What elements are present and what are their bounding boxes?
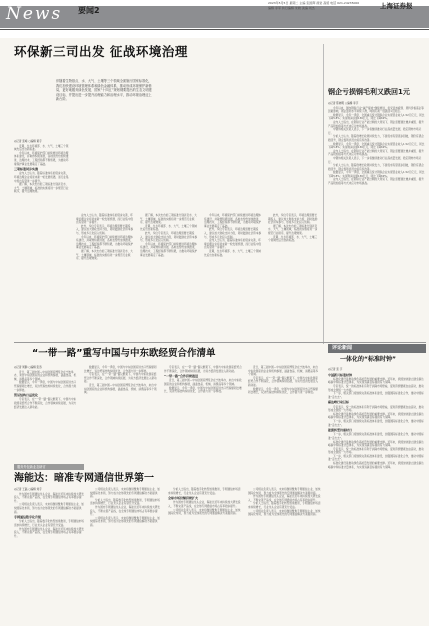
bottom-story-para: 分析人士指出，随着数字化转型加速推进，专网通信市场需求持续增长，行业龙头企业有望充分受益。 — [248, 502, 321, 509]
top-story-para: 近期，生态环境部、水、大气、土壤三个领域先后出台新标准。 — [14, 144, 69, 152]
top-story-para: 此外，多位专家表示，环境治理需要长期投入，建议加大财政支持力度，同时鼓励社会资本参与，形成多元化投入机制。 — [140, 231, 198, 243]
top-story-para: 近期，生态环境部、水、大气、土壤三个领域先后出台新标准。 — [268, 235, 318, 243]
middle-story-col2 — [84, 366, 158, 460]
top-story-lede-text: 伴随着生物基点、水、大气、土壤等三个领域全面施行国家标准化，我们加快建设环境管理体系和绿色金融体系，推动形成环境保护新格局，更好地服务绿色发展、国家“十四五”规划纲要提出的生态文明建设目标，并提出进一步提升治理能力和治理水平，推动环境治理迈上新台阶。 — [56, 79, 152, 102]
top-story-para: 今年以来，环境保护部门持续推进环境治理体系建设，并取得积极进展，各地也纷纷加快推进，治理技术、工程经验都不断积累，为推动环境保护事业发展奠定了基础。 — [140, 242, 198, 257]
middle-story-para: 数据显示，今年一季度，中国与中东欧国家进出口贸易额同比增长，双边贸易结构持续优化，合作潜力进一步释放。 — [164, 386, 242, 394]
middle-story-byline: ◎记者 周静 ○编辑 张涛 — [14, 366, 42, 369]
middle-story-headline: “一带一路”重写中国与中东欧经贸合作清单 — [32, 348, 216, 359]
bottom-story-para: 公司相关负责人表示，未来将继续聚焦专网通信主业，加快国际化布局，努力成为全球领先的专网通信解决方案提供商。 — [90, 516, 160, 527]
boxed-column-para: 标准化建设是推动绿色高质量发展的重要支撑。近年来，我国加快建立健全碳达峰碳中和标准计量体系，为实现双碳目标提供有力保障。 — [328, 462, 424, 469]
top-story-para: 据了解，本次出台的三项标准分别涉及水、大气、土壤领域，标准的实施将进一步规范行业秩序，提升治理效果。 — [140, 214, 197, 225]
top-story-para: 今年以来，环境保护部门持续推进环境治理体系建设，并取得积极进展，各地也纷纷加快推进，治理技术、工程经验都不断积累，为推动环境保护事业发展奠定了基础。 — [204, 214, 262, 228]
column-rule — [323, 44, 324, 344]
bottom-story-headline: 海能达：暗准专网通信世界第一 — [14, 473, 154, 484]
section-label: 要闻 — [78, 6, 94, 15]
boxed-column-subhead: 中国新兴标准时钟 — [328, 372, 353, 377]
middle-story-col1 — [14, 366, 78, 460]
boxed-column-headline: 一体化的“标准时钟” — [340, 356, 396, 363]
editor-info: 编辑 李军 执行编辑 朱晓 美编 刘杰 — [268, 6, 315, 10]
boxed-column-para: 下一步，相关部门将继续完善标准体系建设，加强国际标准化合作，推动中国标准“走出去”。 — [328, 392, 424, 399]
bottom-story-para: 作为国内专网通信龙头企业，海能达近年来持续加大研发投入，不断完善产品线，在全球专网通信市场占有率稳步提升。 — [90, 505, 160, 517]
bottom-story-subhead: 全球市场份额持续扩大 — [168, 496, 199, 501]
boxed-column-para: 标准化建设是推动绿色高质量发展的重要支撑。近年来，我国加快建立健全碳达峰碳中和标准计量体系，为实现双碳目标提供有力保障。 — [328, 440, 424, 448]
middle-story-para: 专家表示，在“一带一路”倡议框架下，中国与中东欧国家经贸合作不断深化，合作领域持续拓展，为双方经济发展注入新动能。 — [14, 398, 77, 409]
right-story-para: 数据显示，今年一季度，全国重点统计钢铁企业实现营业收入1.52万亿元，同比下降5.8%；实现利润总额136亿元，同比下降69%。 — [328, 171, 425, 178]
middle-story-para: 近日，第三届中国—中东欧国家博览会在宁波举办，来自中东欧国家的企业和机构参展，涵盖食品、机械、消费品等多个领域。 — [14, 370, 77, 381]
bottom-story-para: 作为国内专网通信龙头企业，海能达近年来持续加大研发投入，不断完善产品线，在全球专网通信市场占有率稳步提升。 — [14, 527, 84, 538]
top-story-para: 此外，多位专家表示，环境治理需要长期投入，建议加大财政支持力度，同时鼓励社会资本参与，形成多元化投入机制。 — [268, 214, 318, 225]
bottom-story-col1 — [14, 488, 84, 620]
right-story-para: 数据显示，今年一季度，全国重点统计钢铁企业实现营业收入1.52万亿元，同比下降5.8%；实现利润总额136亿元，同比下降69%。 — [328, 142, 425, 150]
right-story-body — [328, 102, 426, 342]
boxed-column-para: 专家表示，统一的标准体系有利于消除市场壁垒，促进资源要素自由流动，推动形成全国统一大市场。 — [328, 405, 424, 413]
bottom-story-para: 分析人士指出，随着数字化转型加速推进，专网通信市场需求持续增长，行业龙头企业有望充分受益。 — [90, 498, 160, 506]
top-story-para: 此外，多位专家表示，环境治理需要长期投入，建议加大财政支持力度，同时鼓励社会资本参与，形成多元化投入机制。 — [76, 224, 134, 235]
top-story-byline: ◎记者 张峰 ○编辑 黄宇 — [14, 140, 42, 143]
middle-story-subhead: 贸易结构日益优化 — [14, 393, 39, 398]
middle-story-para: 数据显示，今年一季度，中国与中东欧国家进出口贸易额同比增长，双边贸易结构持续优化，合作潜力进一步释放。 — [84, 366, 157, 373]
top-story-para: 今年以来，环境保护部门持续推进环境治理体系建设，并取得积极进展，各地也纷纷加快推进，治理技术、工程经验都不断积累，为推动环境保护事业发展奠定了基础。 — [14, 151, 69, 166]
paper-name: 上海证券报 — [380, 2, 413, 10]
middle-story-para: 数据显示，今年一季度，中国与中东欧国家进出口贸易额同比增长，双边贸易结构持续优化，合作潜力进一步释放。 — [14, 381, 77, 392]
boxed-column-para: 专家表示，统一的标准体系有利于消除市场壁垒，促进资源要素自由流动，推动形成全国统一大市场。 — [328, 384, 424, 392]
bottom-story-col4 — [248, 488, 322, 620]
boxed-column-label: 评论新闻 — [332, 345, 353, 351]
right-story-para: 数据显示，今年一季度，全国重点统计钢铁企业实现营业收入1.52万亿元，同比下降5.8%；实现利润总额136亿元，同比下降69%。 — [328, 113, 425, 121]
top-story-para: 业内人士认为，随着标准体系的逐步完善，环境治理企业将迎来新一轮发展机遇，而行业集中度也有望进一步提升。 — [14, 172, 69, 183]
middle-story-para: 专家表示，在“一带一路”倡议框架下，中国与中东欧国家经贸合作不断深化，合作领域持续拓展，为双方经济发展注入新动能。 — [164, 366, 242, 373]
top-story-subhead: 三项标准同步实施 — [14, 167, 39, 172]
top-story-col5 — [268, 214, 318, 340]
brand-word: News — [6, 4, 63, 24]
top-story-para: 近期，生态环境部、水、大气、土壤三个领域先后出台新标准。 — [140, 224, 197, 232]
boxed-column-para: 下一步，相关部门将继续完善标准体系建设，加强国际标准化合作，推动中国标准“走出去”。 — [328, 454, 424, 462]
right-story-para: 中钢协相关负责人表示，下一步将继续推动行业高质量发展，稳定钢材市场运行。 — [328, 156, 422, 164]
boxed-column-para: 标准化建设是推动绿色高质量发展的重要支撑。近年来，我国加快建立健全碳达峰碳中和标准计量体系，为实现双碳目标提供有力保障。 — [328, 377, 424, 385]
boxed-column-para: 专家表示，统一的标准体系有利于消除市场壁垒，促进资源要素自由流动，推动形成全国统一大市场。 — [328, 447, 424, 455]
boxed-column-subhead: 碳达峰行动目标 — [328, 400, 350, 405]
top-story-para: 此外，多位专家表示，环境治理需要长期投入，建议加大财政支持力度，同时鼓励社会资本参与，形成多元化投入机制。 — [204, 228, 262, 239]
section-name — [78, 6, 100, 16]
bottom-story-col2 — [90, 488, 162, 620]
top-story-para: 据了解，本次出台的三项标准分别涉及水、大气、土壤领域，标准的实施将进一步规范行业秩序，提升治理效果。 — [14, 183, 69, 194]
bottom-story-para: 公司相关负责人表示，未来将继续聚焦专网通信主业，加快国际化布局，努力成为全球领先的专网通信解决方案提供商。 — [168, 508, 241, 516]
middle-story-para: 专家表示，在“一带一路”倡议框架下，中国与中东欧国家经贸合作不断深化，合作领域持续拓展，为双方经济发展注入新动能。 — [248, 376, 319, 387]
boxed-column-byline: ◎记者 张 宇 — [328, 368, 343, 371]
top-story-para: 业内人士认为，随着标准体系的逐步完善，环境治理企业将迎来新一轮发展机遇，而行业集中度也有望进一步提升。 — [76, 214, 134, 225]
top-story-col4 — [204, 214, 262, 340]
bottom-story-para: 作为国内专网通信龙头企业，海能达近年来持续加大研发投入，不断完善产品线，在全球专网通信市场占有率稳步提升。 — [14, 492, 84, 503]
bottom-story-para: 作为国内专网通信龙头企业，海能达近年来持续加大研发投入，不断完善产品线，在全球专网通信市场占有率稳步提升。 — [168, 501, 241, 508]
top-story-col1 — [14, 140, 70, 340]
masthead-rule — [0, 29, 429, 30]
bottom-story-para: 公司相关负责人表示，未来将继续聚焦专网通信主业，加快国际化布局，努力成为全球领先的专网通信解决方案提供商。 — [248, 488, 321, 495]
bottom-story-para: 公司相关负责人表示，未来将继续聚焦专网通信主业，加快国际化布局，努力成为全球领先的专网通信解决方案提供商。 — [90, 488, 160, 499]
top-story-col3 — [140, 214, 198, 340]
bottom-story-para: 分析人士指出，随着数字化转型加速推进，专网通信市场需求持续增长，行业龙头企业有望充分受益。 — [14, 520, 84, 527]
boxed-column-subhead: 能源转型仍需时日 — [328, 428, 353, 433]
top-story-headline: 环保新三司出发 征战环境治理 — [14, 44, 188, 59]
right-story-byline: ◎记者 陈晓明 ○编辑 李宇 — [328, 102, 359, 105]
middle-story-para: 近日，第三届中国—中东欧国家博览会在宁波举办，来自中东欧国家的企业和机构参展，涵盖食品、机械、消费品等多个领域。 — [84, 383, 157, 395]
page-number: 2 — [94, 6, 100, 15]
top-story-para: 据了解，本次出台的三项标准分别涉及水、大气、土壤领域，标准的实施将进一步规范行业秩序，提升治理效果。 — [76, 249, 133, 261]
bottom-story-subhead: 专网通信数字化升级 — [14, 515, 42, 520]
right-story-para: 业内人士指出，在钢铁行业产能过剩的大背景下，钢企需要通过兼并重组、提升产品附加值等方式来应对市场挑战。 — [328, 120, 424, 128]
bottom-story-col3 — [168, 488, 242, 620]
boxed-column-para: 标准化建设是推动绿色高质量发展的重要支撑。近年来，我国加快建立健全碳达峰碳中和标准计量体系，为实现双碳目标提供有力保障。 — [328, 412, 424, 420]
masthead-band — [0, 6, 429, 28]
middle-story-para: 专家表示，在“一带一路”倡议框架下，中国与中东欧国家经贸合作不断深化，合作领域持续拓展，为双方经济发展注入新动能。 — [84, 373, 157, 384]
boxed-column-para: 下一步，相关部门将继续完善标准体系建设，加强国际标准化合作，推动中国标准“走出去”。 — [328, 419, 424, 427]
bottom-story-labelbar — [14, 464, 84, 470]
boxed-column-para: 下一步，相关部门将继续完善标准体系建设，加强国际标准化合作，推动中国标准“走出去”。 — [328, 433, 424, 440]
right-story-lede: 今年以来，国内钢铁行业“减产提质”继续推进，但受需求疲弱、原料价格高企等因素影响，钢企盈利水平持续下滑，吨钢毛利一度跌回1元附近。 — [328, 106, 424, 114]
top-story-para: 今年以来，环境保护部门持续推进环境治理体系建设，并取得积极进展，各地也纷纷加快推进，治理技术、工程经验都不断积累，为推动环境保护事业发展奠定了基础。 — [76, 235, 134, 250]
bottom-story-para: 作为国内专网通信龙头企业，海能达近年来持续加大研发投入，不断完善产品线，在全球专网通信市场占有率稳步提升。 — [248, 495, 321, 502]
top-story-lede — [56, 79, 152, 139]
bottom-story-para: 分析人士指出，随着数字化转型加速推进，专网通信市场需求持续增长，行业龙头企业有望充分受益。 — [168, 488, 241, 495]
right-story-headline: 钢企亏损钢毛利又跌回1元 — [328, 88, 410, 96]
boxed-column-body — [328, 368, 426, 620]
right-story-para: 中钢协相关负责人表示，下一步将继续推动行业高质量发展，稳定钢材市场运行。 — [328, 128, 422, 135]
right-story-para: 业内人士指出，在钢铁行业产能过剩的大背景下，钢企需要通过兼并重组、提升产品附加值等方式来应对市场挑战。 — [328, 149, 424, 157]
top-story-para: 近期，生态环境部、水、大气、土壤三个领域先后出台新标准。 — [204, 249, 261, 257]
section-rule — [14, 342, 426, 343]
middle-story-col3 — [164, 366, 242, 460]
top-story-para: 业内人士认为，随着标准体系的逐步完善，环境治理企业将迎来新一轮发展机遇，而行业集中度也有望进一步提升。 — [204, 239, 262, 250]
middle-story-subhead: “一带一路”合作持续推进 — [164, 374, 198, 379]
bottom-story-para: 公司相关负责人表示，未来将继续聚焦专网通信主业，加快国际化布局，努力成为全球领先的专网通信解决方案提供商。 — [14, 503, 84, 514]
top-story-para: 据了解，本次出台的三项标准分别涉及水、大气、土壤领域，标准的实施将进一步规范行业秩序，提升治理效果。 — [268, 224, 318, 235]
bottom-story-byline: ◎记者 王磊 ○编辑 刘宇 — [14, 488, 42, 491]
middle-story-para: 近日，第三届中国—中东欧国家博览会在宁波举办，来自中东欧国家的企业和机构参展，涵盖食品、机械、消费品等多个领域。 — [248, 366, 319, 377]
right-story-para: 分析人士认为，随着稳增长政策持续发力，下游需求有望逐步回暖，钢价有望企稳回升，钢企盈利状况也将有所改善。 — [328, 164, 424, 171]
middle-story-para: 近日，第三届中国—中东欧国家博览会在宁波举办，来自中东欧国家的企业和机构参展，涵盖食品、机械、消费品等多个领域。 — [164, 379, 242, 386]
boxed-column-labelbar — [328, 344, 426, 353]
middle-story-para: 数据显示，今年一季度，中国与中东欧国家进出口贸易额同比增长，双边贸易结构持续优化，合作潜力进一步释放。 — [248, 387, 318, 395]
issue-info: 2023年5月5日 星期二 主编 张国辉 视觉 高毅 电话 021-24235000 — [268, 1, 360, 5]
bottom-story-label: 服务外包新业态研讨 — [17, 465, 46, 469]
top-story-col2 — [76, 214, 134, 340]
bottom-story-para: 公司相关负责人表示，未来将继续聚焦专网通信主业，加快国际化布局，努力成为全球领先的专网通信解决方案提供商。 — [248, 509, 321, 517]
right-story-para: 分析人士认为，随着稳增长政策持续发力，下游需求有望逐步回暖，钢价有望企稳回升，钢企盈利状况也将有所改善。 — [328, 135, 424, 142]
middle-story-col4 — [248, 366, 320, 460]
right-story-para: 业内人士指出，在钢铁行业产能过剩的大背景下，钢企需要通过兼并重组、提升产品附加值等方式来应对市场挑战。 — [328, 178, 424, 186]
